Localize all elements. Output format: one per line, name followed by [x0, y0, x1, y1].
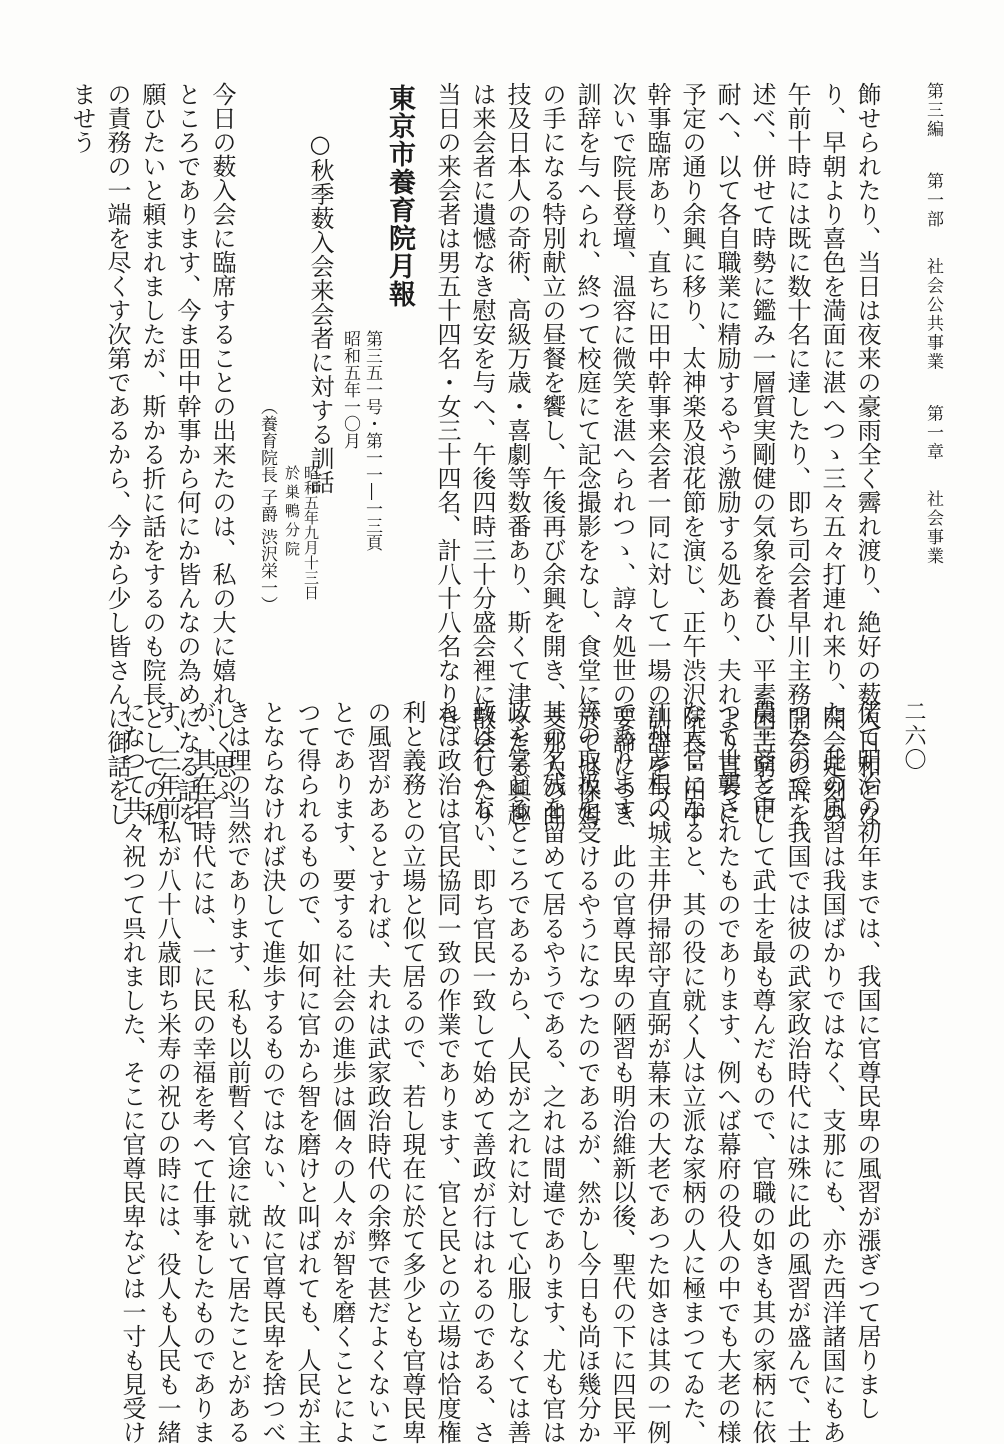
body-column: 政を掌どるところであるから、人民が之れに対して心服しなくては善 — [503, 700, 531, 1444]
speech-speaker: （養育院長 子爵 渋沢栄一） — [257, 398, 277, 613]
body-column: す、三年前私が八十八歳即ち米寿の祝ひの時には、役人も人民も一緒 — [153, 700, 181, 1444]
source-issue: 第三五一号・第一一―一三頁 — [362, 330, 382, 551]
body-column: の風習があるとすれば、夫れは武家政治時代の余弊で甚だよくないこ — [363, 700, 391, 1444]
running-head-part: 社会公共事業 — [923, 257, 943, 372]
source-date: 昭和五年一〇月 — [340, 330, 360, 449]
body-column: の責務の一端を尽くす次第であるから、今から少し皆さんに御話をし — [103, 82, 131, 826]
body-column: つて世襲されたものであります、例へば幕府の役人の中でも大老の様 — [713, 700, 741, 1444]
body-column: 午前十時には既に数十名に達したり、即ち司会者早川主務開会の辞を — [783, 82, 811, 826]
speech-note-date: 昭和五年九月十三日 — [302, 465, 320, 600]
body-column: ませう — [68, 82, 96, 154]
body-column: れば政治は官民協同一致の作業であります、官と民との立場は恰度権 — [433, 700, 461, 1444]
body-column: 等の取扱を受けるやうになつたのであるが、然かし今日も尚ほ幾分か — [573, 700, 601, 1444]
running-head-part: 第一章 — [923, 404, 943, 462]
body-column: り、早朝より喜色を満面に湛へつゝ三々五々打連れ来り、開会定刻の — [818, 82, 846, 826]
body-column: 飾せられたり、当日は夜来の豪雨全く霽れ渡り、絶好の薮入日和とな — [853, 82, 881, 826]
body-column: 願ひたいと頼まれましたが、斯かる折に話をするのも院長としての私 — [138, 82, 166, 826]
running-head-part: 第三編 — [923, 82, 943, 139]
body-column: 予定の通り余興に移り、太神楽及浪花節を演じ、正午渋沢院長・田中 — [678, 82, 706, 826]
body-column: 訓辞を与へられ、終つて校庭にて記念撮影をなし、食堂に於ては保姆 — [573, 82, 601, 826]
speech-title: ○秋季薮入会来会者に対する訓話 — [306, 130, 334, 494]
body-column: 今日の薮入会に臨席することの出来たのは、私の大に嬉れしく思ふ — [208, 82, 236, 802]
body-column: 技及日本人の奇術、高級万歳・喜劇等数番あり、斯くて津々たる興趣 — [503, 82, 531, 826]
source-title: 東京市養育院月報 — [384, 84, 415, 308]
body-column: ところであります、今ま田中幹事から何にか皆んなの為めになる話を — [173, 82, 201, 826]
body-column: は来会者に遺憾なき慰安を与へ、午後四時三十分盛会裡に散会したり — [468, 82, 496, 826]
body-column: であります、此の官尊民卑の陋習も明治維新以後、聖代の下に四民平 — [608, 700, 636, 1444]
running-head — [921, 82, 946, 566]
body-column: になつて共々祝つて呉れました、そこに官尊民卑などは一寸も見受け — [118, 700, 146, 1444]
body-column: とならなければ決して進歩するものではない、故に官尊民卑を捨つべ — [258, 700, 286, 1444]
body-column: 次いで院長登壇、温容に微笑を湛へられつゝ、諄々処世の要諦につき — [608, 82, 636, 826]
body-column: つて得られるもので、如何に官から智を磨けと叫ばれても、人民が主 — [293, 700, 321, 1444]
body-column: 利と義務との立場と似て居るので、若し現在に於て多少とも官尊民卑 — [398, 700, 426, 1444]
running-head-part: 社会事業 — [923, 490, 943, 567]
body-column: 幹事臨席あり、直ちに田中幹事来会者一同に対して一場の訓辞を与へ — [643, 82, 671, 826]
body-column: 農工商と申して武士を最も尊んだもので、官職の如きも其の家柄に依 — [748, 700, 776, 1444]
body-column: つたので、我国では彼の武家政治時代には殊に此の風習が盛んで、士 — [783, 700, 811, 1444]
body-column: た、此の風習は我国ばかりではなく、支那にも、亦た西洋諸国にもあ — [818, 700, 846, 1444]
body-column: が、其在官時代には、一に民の幸福を考へて仕事をしたものでありま — [188, 700, 216, 1444]
body-column: 偖て明治の初年までは、我国に官尊民卑の風習が漲ぎつて居りまし — [853, 700, 881, 1420]
body-column: 耐へ、以て各自職業に精励するやう激励する処あり、夫れより直ちに — [713, 82, 741, 826]
body-column: の手になる特別献立の昼餐を饗し、午後再び余興を開き、支那人の曲 — [538, 82, 566, 826]
running-head-part: 第一部 — [923, 171, 943, 229]
body-column: きは理の当然であります、私も以前暫く官途に就いて居たことがある — [223, 700, 251, 1444]
body-column: 述べ、併せて時勢に鑑み一層質実剛健の気象を養ひ、平素困苦窮乏に — [748, 82, 776, 826]
speech-note-place: 於巣鴨分院 — [283, 465, 301, 560]
body-column: 当日の来会者は男五十四名・女三十四名、計八十八名なりき — [433, 82, 461, 730]
body-column: 江州彦根の城主井伊掃部守直弼が幕末の大老であつた如きは其の一例 — [643, 700, 671, 1444]
body-column: な大官になると、其の役に就く人は立派な家柄の人に極まつてゐた、 — [678, 700, 706, 1444]
page-number: 二六〇 — [901, 700, 926, 772]
body-column: とであります、要するに社会の進歩は個々の人々が智を磨くことによ — [328, 700, 356, 1444]
body-column: 其の名残を留めて居るやうである、之れは間違であります、尤も官は — [538, 700, 566, 1444]
body-column: 政は行へない、即ち官民一致して始めて善政が行はれるのである、さ — [468, 700, 496, 1444]
